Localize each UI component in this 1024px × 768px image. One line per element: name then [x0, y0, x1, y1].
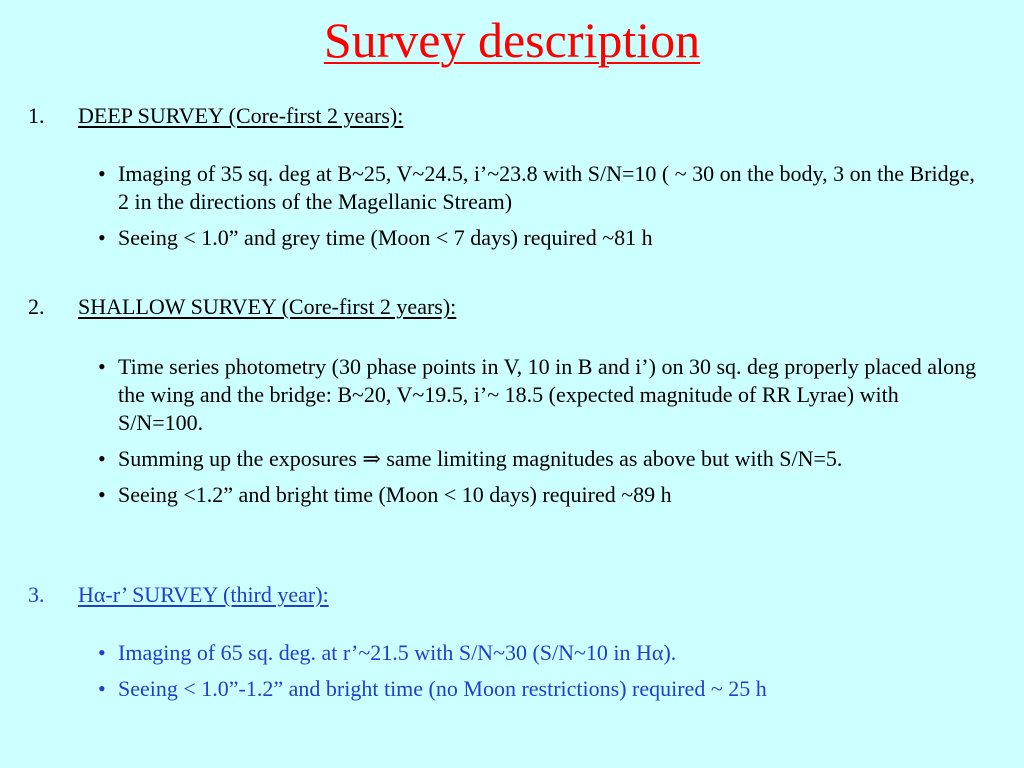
bullet-text: Imaging of 35 sq. deg at B~25, V~24.5, i’~23.8 with S/N=10 ( ~ 30 on the body, 3 on the Bridge, 2 in the directions of the Magellanic Stream)	[118, 161, 975, 214]
list-item	[98, 160, 988, 216]
bullet-text: Time series photometry (30 phase points in V, 10 in B and i’) on 30 sq. deg properly placed along the wing and the bridge: B~20, V~19.5, i’~ 18.5 (expected magnitude of RR Lyrae) with S/N=100.	[118, 354, 977, 435]
list-item	[98, 675, 988, 703]
section-heading	[28, 294, 456, 320]
section-number: 2.	[28, 294, 45, 319]
section-title: Hα-r’ SURVEY (third year):	[78, 582, 329, 607]
section-heading	[28, 582, 329, 608]
section-heading	[28, 103, 403, 129]
section-number: 3.	[28, 582, 45, 607]
bullet-icon: •	[98, 225, 106, 250]
section-title: SHALLOW SURVEY (Core-first 2 years):	[78, 294, 457, 319]
section-title: DEEP SURVEY (Core-first 2 years):	[78, 103, 404, 128]
bullet-list	[98, 353, 988, 517]
list-item	[98, 224, 988, 252]
list-item	[98, 481, 988, 509]
bullet-text: Seeing <1.2” and bright time (Moon < 10 days) required ~89 h	[118, 482, 672, 507]
bullet-icon: •	[98, 482, 106, 507]
bullet-list	[98, 160, 988, 260]
list-item	[98, 639, 988, 667]
bullet-icon: •	[98, 676, 106, 701]
bullet-icon: •	[98, 446, 106, 471]
bullet-text: Summing up the exposures ⇒ same limiting magnitudes as above but with S/N=5.	[118, 446, 843, 471]
section-number: 1.	[28, 103, 45, 128]
bullet-text: Imaging of 65 sq. deg. at r’~21.5 with S/N~30 (S/N~10 in Hα).	[118, 640, 677, 665]
bullet-icon: •	[98, 354, 106, 379]
bullet-text: Seeing < 1.0” and grey time (Moon < 7 days) required ~81 h	[118, 225, 653, 250]
list-item	[98, 353, 988, 437]
list-item	[98, 445, 988, 473]
bullet-list	[98, 639, 988, 711]
slide-title: Survey description	[323, 12, 701, 68]
bullet-icon: •	[98, 640, 106, 665]
bullet-text: Seeing < 1.0”-1.2” and bright time (no Moon restrictions) required ~ 25 h	[118, 676, 767, 701]
bullet-icon: •	[98, 161, 106, 186]
